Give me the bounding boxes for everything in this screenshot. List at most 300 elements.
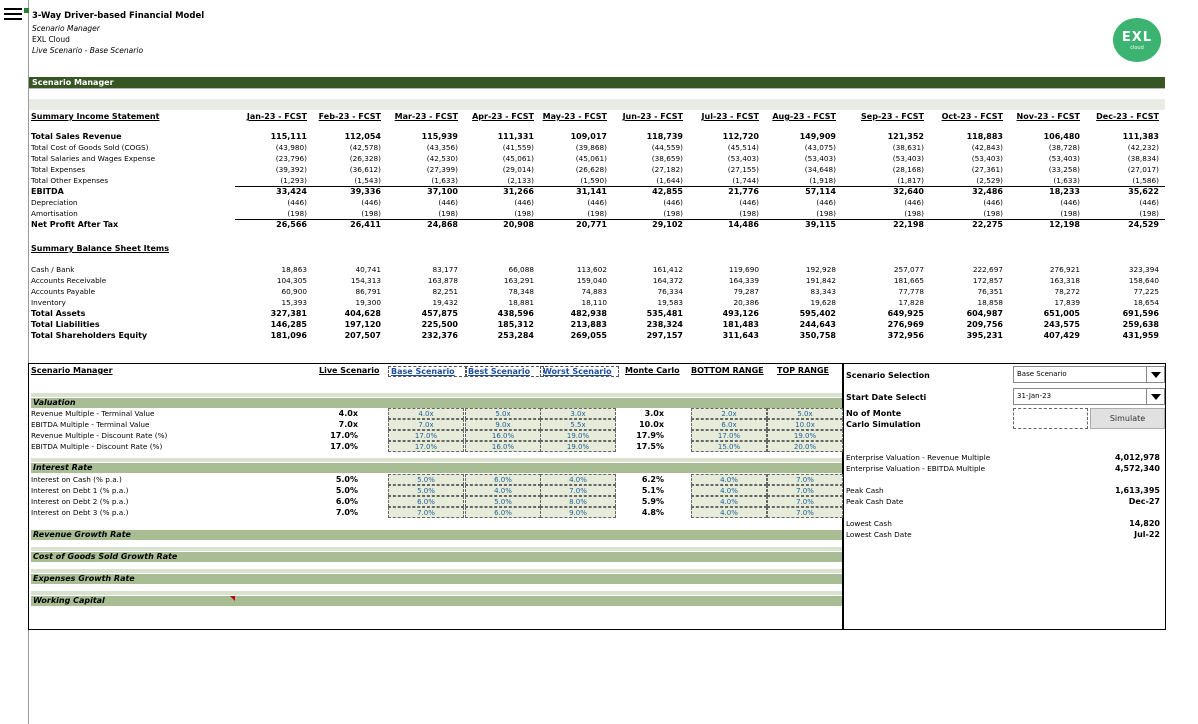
row-label: Total Assets bbox=[31, 309, 86, 318]
month-column-header: Sep-23 - FCST bbox=[861, 112, 924, 121]
month-column-header: Oct-23 - FCST bbox=[941, 112, 1003, 121]
worst-scenario-input[interactable]: 8.0% bbox=[540, 496, 616, 507]
table-cell: 19,628 bbox=[810, 298, 836, 307]
table-cell: (446) bbox=[1060, 198, 1080, 207]
table-cell: (23,796) bbox=[275, 154, 307, 163]
table-cell: (198) bbox=[983, 209, 1003, 218]
peak-cash-date-value: Dec-27 bbox=[1128, 497, 1160, 506]
monte-carlo-value: 10.0x bbox=[639, 420, 664, 429]
comment-indicator-icon[interactable] bbox=[230, 596, 235, 601]
base-scenario-input[interactable]: 17.0% bbox=[388, 430, 464, 441]
table-cell: 192,928 bbox=[805, 265, 836, 274]
chevron-down-icon[interactable] bbox=[1146, 367, 1164, 382]
table-cell: 154,313 bbox=[350, 276, 381, 285]
balance-heading: Summary Balance Sheet Items bbox=[31, 244, 169, 253]
table-cell: (446) bbox=[1139, 198, 1159, 207]
table-cell: (446) bbox=[663, 198, 683, 207]
lowest-cash-value: 14,820 bbox=[1129, 519, 1160, 528]
table-cell: (446) bbox=[816, 198, 836, 207]
table-cell: 24,868 bbox=[427, 220, 458, 229]
table-cell: (53,403) bbox=[1048, 154, 1080, 163]
table-cell: 39,115 bbox=[805, 220, 836, 229]
table-cell: (27,182) bbox=[651, 165, 683, 174]
chevron-down-icon[interactable] bbox=[1146, 389, 1164, 404]
bottom-range-input[interactable]: 17.0% bbox=[691, 430, 767, 441]
table-cell: 33,424 bbox=[276, 187, 307, 196]
base-scenario-input[interactable]: 5.0% bbox=[388, 474, 464, 485]
table-cell: 19,432 bbox=[432, 298, 458, 307]
table-cell: 79,287 bbox=[733, 287, 759, 296]
row-label: Total Other Expenses bbox=[31, 176, 109, 185]
month-column-header: Apr-23 - FCST bbox=[472, 112, 534, 121]
table-cell: (446) bbox=[587, 198, 607, 207]
table-cell: 78,348 bbox=[508, 287, 534, 296]
table-cell: (26,328) bbox=[349, 154, 381, 163]
row-label: EBITDA bbox=[31, 187, 64, 196]
table-cell: (44,559) bbox=[651, 143, 683, 152]
table-cell: 118,739 bbox=[646, 132, 683, 141]
expenses-growth-section[interactable]: Expenses Growth Rate bbox=[31, 574, 842, 584]
table-cell: (38,834) bbox=[1127, 154, 1159, 163]
best-scenario-input[interactable]: 6.0% bbox=[465, 474, 541, 485]
table-cell: (1,817) bbox=[897, 176, 924, 185]
monte-carlo-count-input[interactable] bbox=[1013, 408, 1088, 429]
table-cell: 26,566 bbox=[276, 220, 307, 229]
top-range-input[interactable]: 7.0% bbox=[767, 507, 843, 518]
worst-scenario-input[interactable]: 19.0% bbox=[540, 430, 616, 441]
table-cell: 404,628 bbox=[344, 309, 381, 318]
row-label: Total Expenses bbox=[31, 165, 86, 174]
row-label: Total Cost of Goods Sold (COGS) bbox=[31, 143, 149, 152]
worst-scenario-input[interactable]: 3.0x bbox=[540, 408, 616, 419]
row-label: Amortisation bbox=[31, 209, 78, 218]
live-value: 17.0% bbox=[330, 442, 358, 451]
table-cell: (53,403) bbox=[892, 154, 924, 163]
table-cell: 395,231 bbox=[966, 331, 1003, 340]
row-label: Accounts Receivable bbox=[31, 276, 107, 285]
table-cell: 60,900 bbox=[281, 287, 307, 296]
table-cell: 83,177 bbox=[432, 265, 458, 274]
table-cell: 213,883 bbox=[570, 320, 607, 329]
table-cell: (41,559) bbox=[502, 143, 534, 152]
base-scenario-input[interactable]: 7.0x bbox=[388, 419, 464, 430]
table-cell: (42,843) bbox=[971, 143, 1003, 152]
table-cell: (198) bbox=[816, 209, 836, 218]
live-value: 4.0x bbox=[338, 409, 358, 418]
month-column-header: Jun-23 - FCST bbox=[622, 112, 683, 121]
monte-carlo-value: 6.2% bbox=[641, 475, 664, 484]
worst-scenario-input[interactable]: 19.0% bbox=[540, 441, 616, 452]
table-cell: 431,959 bbox=[1122, 331, 1159, 340]
table-cell: 39,336 bbox=[350, 187, 381, 196]
table-cell: 482,938 bbox=[570, 309, 607, 318]
cogs-growth-section[interactable]: Cost of Goods Sold Growth Rate bbox=[31, 552, 842, 562]
table-cell: (446) bbox=[287, 198, 307, 207]
live-value: 6.0% bbox=[335, 497, 358, 506]
working-capital-section[interactable]: Working Capital bbox=[31, 596, 842, 606]
table-cell: 327,381 bbox=[270, 309, 307, 318]
simulate-button[interactable]: Simulate bbox=[1090, 408, 1165, 429]
bottom-range-input[interactable]: 15.0% bbox=[691, 441, 767, 452]
table-cell: 42,855 bbox=[652, 187, 683, 196]
table-cell: (446) bbox=[514, 198, 534, 207]
bottom-range-input[interactable]: 4.0% bbox=[691, 485, 767, 496]
table-cell: 17,828 bbox=[898, 298, 924, 307]
table-cell: 185,312 bbox=[497, 320, 534, 329]
row-label: Depreciation bbox=[31, 198, 78, 207]
table-cell: 18,858 bbox=[977, 298, 1003, 307]
table-cell: 649,925 bbox=[887, 309, 924, 318]
table-cell: 372,956 bbox=[887, 331, 924, 340]
col-bottom-range: BOTTOM RANGE bbox=[691, 366, 764, 375]
row-label: Cash / Bank bbox=[31, 265, 75, 274]
model-subtitle: Scenario Manager bbox=[32, 24, 100, 33]
monte-carlo-value: 3.0x bbox=[644, 409, 664, 418]
logo-subtext: cloud bbox=[1130, 45, 1144, 51]
table-cell: 691,596 bbox=[1122, 309, 1159, 318]
top-range-input[interactable]: 20.0% bbox=[767, 441, 843, 452]
table-cell: 76,351 bbox=[977, 287, 1003, 296]
live-value: 7.0x bbox=[338, 420, 358, 429]
table-cell: (53,403) bbox=[804, 154, 836, 163]
start-date-value: 31-Jan-23 bbox=[1017, 392, 1052, 400]
assumption-label: EBITDA Multiple - Terminal Value bbox=[31, 420, 150, 429]
table-cell: 164,372 bbox=[652, 276, 683, 285]
interest-section: Interest Rate bbox=[31, 463, 842, 473]
table-cell: 78,272 bbox=[1054, 287, 1080, 296]
table-cell: 651,005 bbox=[1043, 309, 1080, 318]
best-scenario-input[interactable]: 9.0x bbox=[465, 419, 541, 430]
table-cell: (38,631) bbox=[892, 143, 924, 152]
peak-cash-label: Peak Cash bbox=[846, 486, 884, 495]
table-cell: (446) bbox=[983, 198, 1003, 207]
table-cell: (446) bbox=[904, 198, 924, 207]
table-cell: (26,628) bbox=[575, 165, 607, 174]
row-label: Total Sales Revenue bbox=[31, 132, 122, 141]
table-cell: 181,665 bbox=[893, 276, 924, 285]
worst-scenario-input[interactable]: 9.0% bbox=[540, 507, 616, 518]
month-column-header: Feb-23 - FCST bbox=[318, 112, 381, 121]
month-column-header: Nov-23 - FCST bbox=[1016, 112, 1080, 121]
table-cell: 276,969 bbox=[887, 320, 924, 329]
ev-revenue-value: 4,012,978 bbox=[1114, 453, 1160, 462]
table-cell: 17,839 bbox=[1054, 298, 1080, 307]
bottom-range-input[interactable]: 4.0% bbox=[691, 507, 767, 518]
top-range-input[interactable]: 7.0% bbox=[767, 474, 843, 485]
table-cell: (53,403) bbox=[727, 154, 759, 163]
monte-carlo-value: 5.9% bbox=[641, 497, 664, 506]
table-cell: 19,583 bbox=[657, 298, 683, 307]
scenario-selection-dropdown[interactable] bbox=[1013, 366, 1165, 383]
col-base-scenario[interactable]: Base Scenario bbox=[388, 366, 467, 377]
table-cell: 115,111 bbox=[270, 132, 307, 141]
ev-ebitda-label: Enterprise Valuation - EBITDA Multiple bbox=[846, 464, 986, 473]
monte-carlo-value: 5.1% bbox=[641, 486, 664, 495]
light-band bbox=[31, 393, 842, 397]
month-column-header: Mar-23 - FCST bbox=[394, 112, 458, 121]
monte-carlo-value: 4.8% bbox=[641, 508, 664, 517]
total-divider bbox=[235, 186, 1165, 187]
table-cell: 243,575 bbox=[1043, 320, 1080, 329]
light-band bbox=[31, 458, 842, 462]
start-date-label: Start Date Selecti bbox=[846, 393, 927, 402]
table-cell: 244,643 bbox=[799, 320, 836, 329]
table-cell: (1,590) bbox=[580, 176, 607, 185]
table-cell: 111,383 bbox=[1122, 132, 1159, 141]
table-cell: 276,921 bbox=[1049, 265, 1080, 274]
table-cell: 493,126 bbox=[722, 309, 759, 318]
best-scenario-input[interactable]: 6.0% bbox=[465, 507, 541, 518]
col-monte-carlo: Monte Carlo bbox=[625, 366, 680, 375]
table-cell: 31,266 bbox=[503, 187, 534, 196]
table-cell: (198) bbox=[287, 209, 307, 218]
scenario-selection-value: Base Scenario bbox=[1017, 370, 1067, 378]
table-cell: 26,411 bbox=[350, 220, 381, 229]
table-cell: (36,612) bbox=[349, 165, 381, 174]
table-cell: 438,596 bbox=[497, 309, 534, 318]
bottom-range-input[interactable]: 4.0% bbox=[691, 474, 767, 485]
base-scenario-input[interactable]: 4.0x bbox=[388, 408, 464, 419]
table-cell: 104,305 bbox=[276, 276, 307, 285]
hamburger-menu-icon[interactable] bbox=[4, 8, 24, 22]
light-band bbox=[31, 569, 842, 573]
table-cell: 18,233 bbox=[1049, 187, 1080, 196]
lowest-cash-date-label: Lowest Cash Date bbox=[846, 530, 912, 539]
table-cell: 77,778 bbox=[898, 287, 924, 296]
table-cell: 24,529 bbox=[1128, 220, 1159, 229]
monte-carlo-value: 17.5% bbox=[636, 442, 664, 451]
table-cell: 83,343 bbox=[810, 287, 836, 296]
peak-cash-value: 1,613,395 bbox=[1114, 486, 1160, 495]
scenario-selection-label: Scenario Selection bbox=[846, 371, 930, 380]
table-cell: 12,198 bbox=[1049, 220, 1080, 229]
table-cell: 82,251 bbox=[432, 287, 458, 296]
month-column-header: May-23 - FCST bbox=[542, 112, 607, 121]
table-cell: (1,586) bbox=[1132, 176, 1159, 185]
table-cell: 15,393 bbox=[281, 298, 307, 307]
table-cell: 172,857 bbox=[972, 276, 1003, 285]
table-cell: (446) bbox=[739, 198, 759, 207]
table-cell: 350,758 bbox=[799, 331, 836, 340]
table-cell: 111,331 bbox=[497, 132, 534, 141]
table-cell: (198) bbox=[1139, 209, 1159, 218]
valuation-section: Valuation bbox=[31, 398, 842, 408]
table-cell: (1,543) bbox=[354, 176, 381, 185]
table-cell: (27,017) bbox=[1127, 165, 1159, 174]
exl-cloud-logo bbox=[1113, 18, 1161, 62]
assumption-label: EBITDA Multiple - Discount Rate (%) bbox=[31, 442, 163, 451]
bottom-range-input[interactable]: 6.0x bbox=[691, 419, 767, 430]
table-cell: 191,842 bbox=[805, 276, 836, 285]
light-band bbox=[31, 547, 842, 551]
col-best-scenario[interactable]: Best Scenario bbox=[465, 366, 544, 377]
table-cell: 32,640 bbox=[893, 187, 924, 196]
row-label: Total Shareholders Equity bbox=[31, 331, 148, 340]
table-cell: 222,697 bbox=[972, 265, 1003, 274]
best-scenario-input[interactable]: 5.0x bbox=[465, 408, 541, 419]
assumption-label: Revenue Multiple - Discount Rate (%) bbox=[31, 431, 168, 440]
table-cell: 158,640 bbox=[1128, 276, 1159, 285]
month-column-header: Jul-23 - FCST bbox=[701, 112, 759, 121]
table-cell: 149,909 bbox=[799, 132, 836, 141]
table-cell: 181,483 bbox=[722, 320, 759, 329]
model-title: 3-Way Driver-based Financial Model bbox=[32, 11, 205, 21]
table-cell: (29,014) bbox=[502, 165, 534, 174]
table-cell: (34,648) bbox=[804, 165, 836, 174]
top-range-input[interactable]: 10.0x bbox=[767, 419, 843, 430]
base-scenario-input[interactable]: 7.0% bbox=[388, 507, 464, 518]
table-cell: 115,939 bbox=[421, 132, 458, 141]
table-cell: (446) bbox=[438, 198, 458, 207]
table-cell: 257,077 bbox=[893, 265, 924, 274]
assumption-label: Interest on Debt 2 (% p.a.) bbox=[31, 497, 129, 506]
row-label: Accounts Payable bbox=[31, 287, 96, 296]
live-value: 5.0% bbox=[335, 486, 358, 495]
section-bar: Scenario Manager bbox=[29, 77, 1165, 88]
base-scenario-input[interactable]: 17.0% bbox=[388, 441, 464, 452]
table-cell: (42,232) bbox=[1127, 143, 1159, 152]
ev-ebitda-value: 4,572,340 bbox=[1114, 464, 1160, 473]
table-cell: 20,908 bbox=[503, 220, 534, 229]
table-cell: (1,644) bbox=[656, 176, 683, 185]
table-cell: 163,318 bbox=[1049, 276, 1080, 285]
table-cell: 18,110 bbox=[581, 298, 607, 307]
table-cell: (198) bbox=[438, 209, 458, 218]
table-cell: 20,771 bbox=[576, 220, 607, 229]
table-cell: 209,756 bbox=[966, 320, 1003, 329]
table-cell: 57,114 bbox=[805, 187, 836, 196]
lowest-cash-label: Lowest Cash bbox=[846, 519, 892, 528]
table-cell: 22,275 bbox=[972, 220, 1003, 229]
total-divider bbox=[235, 219, 1165, 220]
peak-cash-date-label: Peak Cash Date bbox=[846, 497, 904, 506]
table-cell: 37,100 bbox=[427, 187, 458, 196]
table-cell: 163,878 bbox=[427, 276, 458, 285]
table-cell: 259,638 bbox=[1122, 320, 1159, 329]
table-cell: 35,622 bbox=[1128, 187, 1159, 196]
table-cell: 225,500 bbox=[421, 320, 458, 329]
table-cell: (33,258) bbox=[1048, 165, 1080, 174]
live-scenario-caption: Live Scenario - Base Scenario bbox=[32, 46, 144, 55]
table-cell: 269,055 bbox=[570, 331, 607, 340]
table-cell: 197,120 bbox=[344, 320, 381, 329]
table-cell: (446) bbox=[361, 198, 381, 207]
table-cell: 253,284 bbox=[497, 331, 534, 340]
top-range-input[interactable]: 5.0x bbox=[767, 408, 843, 419]
table-cell: 207,507 bbox=[344, 331, 381, 340]
top-range-input[interactable]: 7.0% bbox=[767, 485, 843, 496]
table-cell: 20,386 bbox=[733, 298, 759, 307]
table-cell: 181,096 bbox=[270, 331, 307, 340]
table-cell: 29,102 bbox=[652, 220, 683, 229]
assumption-label: Revenue Multiple - Terminal Value bbox=[31, 409, 155, 418]
table-cell: (198) bbox=[663, 209, 683, 218]
table-cell: (42,578) bbox=[349, 143, 381, 152]
col-worst-scenario[interactable]: Worst Scenario bbox=[540, 366, 619, 377]
top-range-input[interactable]: 19.0% bbox=[767, 430, 843, 441]
table-cell: 109,017 bbox=[570, 132, 607, 141]
table-cell: 76,334 bbox=[657, 287, 683, 296]
bottom-range-input[interactable]: 4.0% bbox=[691, 496, 767, 507]
best-scenario-input[interactable]: 5.0% bbox=[465, 496, 541, 507]
month-column-header: Dec-23 - FCST bbox=[1096, 112, 1159, 121]
monte-carlo-value: 17.9% bbox=[636, 431, 664, 440]
table-cell: 232,376 bbox=[421, 331, 458, 340]
status-dot-icon bbox=[24, 8, 29, 13]
top-range-input[interactable]: 7.0% bbox=[767, 496, 843, 507]
best-scenario-input[interactable]: 4.0% bbox=[465, 485, 541, 496]
income-heading: Summary Income Statement bbox=[31, 112, 160, 121]
table-cell: 407,429 bbox=[1043, 331, 1080, 340]
table-cell: (45,061) bbox=[575, 154, 607, 163]
bottom-range-input[interactable]: 2.0x bbox=[691, 408, 767, 419]
table-cell: (39,392) bbox=[275, 165, 307, 174]
table-cell: (53,403) bbox=[971, 154, 1003, 163]
table-cell: 40,741 bbox=[355, 265, 381, 274]
table-cell: 86,791 bbox=[355, 287, 381, 296]
table-cell: (2,529) bbox=[976, 176, 1003, 185]
start-date-dropdown[interactable] bbox=[1013, 388, 1165, 405]
month-column-header: Aug-23 - FCST bbox=[772, 112, 836, 121]
best-scenario-input[interactable]: 16.0% bbox=[465, 430, 541, 441]
row-label: Net Profit After Tax bbox=[31, 220, 119, 229]
worst-scenario-input[interactable]: 5.5x bbox=[540, 419, 616, 430]
table-cell: 66,088 bbox=[508, 265, 534, 274]
table-cell: 118,883 bbox=[966, 132, 1003, 141]
table-cell: (27,399) bbox=[426, 165, 458, 174]
table-cell: (42,530) bbox=[426, 154, 458, 163]
table-cell: (1,633) bbox=[1053, 176, 1080, 185]
table-cell: (1,744) bbox=[732, 176, 759, 185]
table-cell: 121,352 bbox=[887, 132, 924, 141]
worst-scenario-input[interactable]: 7.0% bbox=[540, 485, 616, 496]
worst-scenario-input[interactable]: 4.0% bbox=[540, 474, 616, 485]
base-scenario-input[interactable]: 6.0% bbox=[388, 496, 464, 507]
table-cell: 112,720 bbox=[722, 132, 759, 141]
table-cell: 595,402 bbox=[799, 309, 836, 318]
col-top-range: TOP RANGE bbox=[777, 366, 829, 375]
table-cell: 19,300 bbox=[355, 298, 381, 307]
table-cell: (38,659) bbox=[651, 154, 683, 163]
header-band bbox=[29, 99, 1165, 110]
base-scenario-input[interactable]: 5.0% bbox=[388, 485, 464, 496]
monte-carlo-label-line1: No of Monte bbox=[846, 409, 902, 418]
table-cell: (1,633) bbox=[431, 176, 458, 185]
table-cell: (198) bbox=[514, 209, 534, 218]
lowest-cash-date-value: Jul-22 bbox=[1134, 530, 1160, 539]
divider bbox=[29, 88, 1165, 89]
table-cell: (198) bbox=[361, 209, 381, 218]
table-cell: (45,061) bbox=[502, 154, 534, 163]
table-cell: 119,690 bbox=[728, 265, 759, 274]
table-cell: 22,198 bbox=[893, 220, 924, 229]
table-cell: (45,514) bbox=[727, 143, 759, 152]
assumption-label: Interest on Debt 3 (% p.a.) bbox=[31, 508, 129, 517]
table-cell: 18,863 bbox=[281, 265, 307, 274]
sm-heading: Scenario Manager bbox=[31, 366, 113, 375]
table-cell: 18,654 bbox=[1133, 298, 1159, 307]
live-value: 5.0% bbox=[335, 475, 358, 484]
table-cell: 311,643 bbox=[722, 331, 759, 340]
table-cell: 297,157 bbox=[646, 331, 683, 340]
revenue-growth-section[interactable]: Revenue Growth Rate bbox=[31, 530, 842, 540]
table-cell: 457,875 bbox=[421, 309, 458, 318]
row-label: Inventory bbox=[31, 298, 66, 307]
table-cell: 604,987 bbox=[966, 309, 1003, 318]
row-label: Total Liabilities bbox=[31, 320, 100, 329]
best-scenario-input[interactable]: 16.0% bbox=[465, 441, 541, 452]
table-cell: (28,168) bbox=[892, 165, 924, 174]
